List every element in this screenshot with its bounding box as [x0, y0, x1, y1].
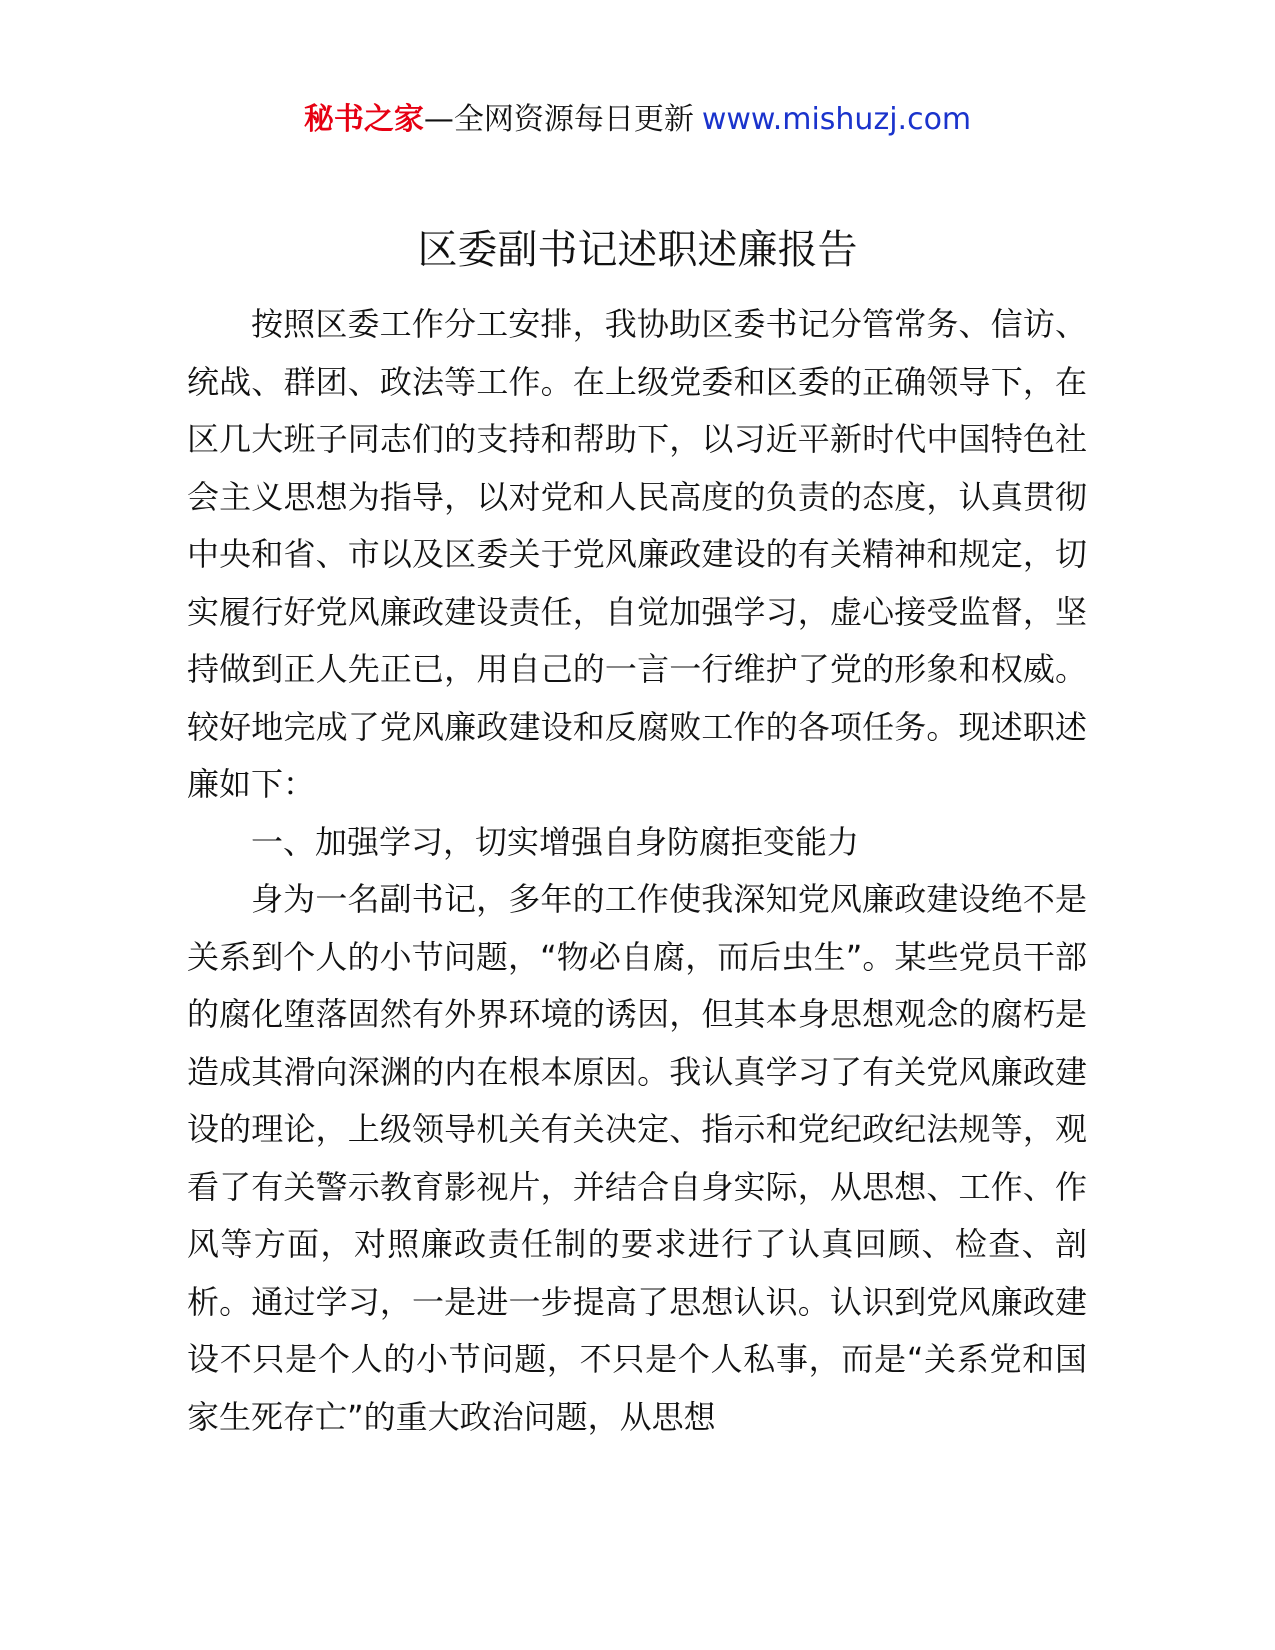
document-body [187, 296, 1087, 1446]
document-title: 区委副书记述职述廉报告 [417, 227, 858, 273]
header-tagline: —全网资源每日更新 [423, 102, 694, 137]
brand-name: 秘书之家 [303, 102, 424, 137]
paragraph-section-1: 身为一名副书记，多年的工作使我深知党风廉政建设绝不是关系到个人的小节问题，“物必自腐，而后虫生”。某些党员干部的腐化堕落固然有外界环境的诱因，但其本身思想观念的腐朽是造成其滑向深渊的内在根本原因。我认真学习了有关党风廉政建设的理论，上级领导机关有关决定、指示和党纪政纪法规等，观看了有关警示教育影视片，并结合自身实际，从思想、工作、作风等方面，对照廉政责任制的要求进行了认真回顾、检查、剖析。通过学习，一是进一步提高了思想认识。认识到党风廉政建设不只是个人的小节问题，不只是个人私事，而是“关系党和国家生死存亡”的重大政治问题，从思想 [187, 880, 1087, 1436]
site-url-link[interactable]: www.mishuzj.com [701, 102, 972, 137]
paragraph-intro: 按照区委工作分工安排，我协助区委书记分管常务、信访、统战、群团、政法等工作。在上级党委和区委的正确领导下，在区几大班子同志们的支持和帮助下，以习近平新时代中国特色社会主义思想为指导，以对党和人民高度的负责的态度，认真贯彻中央和省、市以及区委关于党风廉政建设的有关精神和规定，切实履行好党风廉政建设责任，自觉加强学习，虚心接受监督，坚持做到正人先正已，用自己的一言一行维护了党的形象和权威。较好地完成了党风廉政建设和反腐败工作的各项任务。现述职述廉如下： [187, 305, 1087, 803]
site-header [0, 100, 1275, 140]
section-heading-1: 一、加强学习，切实增强自身防腐拒变能力 [251, 822, 860, 861]
